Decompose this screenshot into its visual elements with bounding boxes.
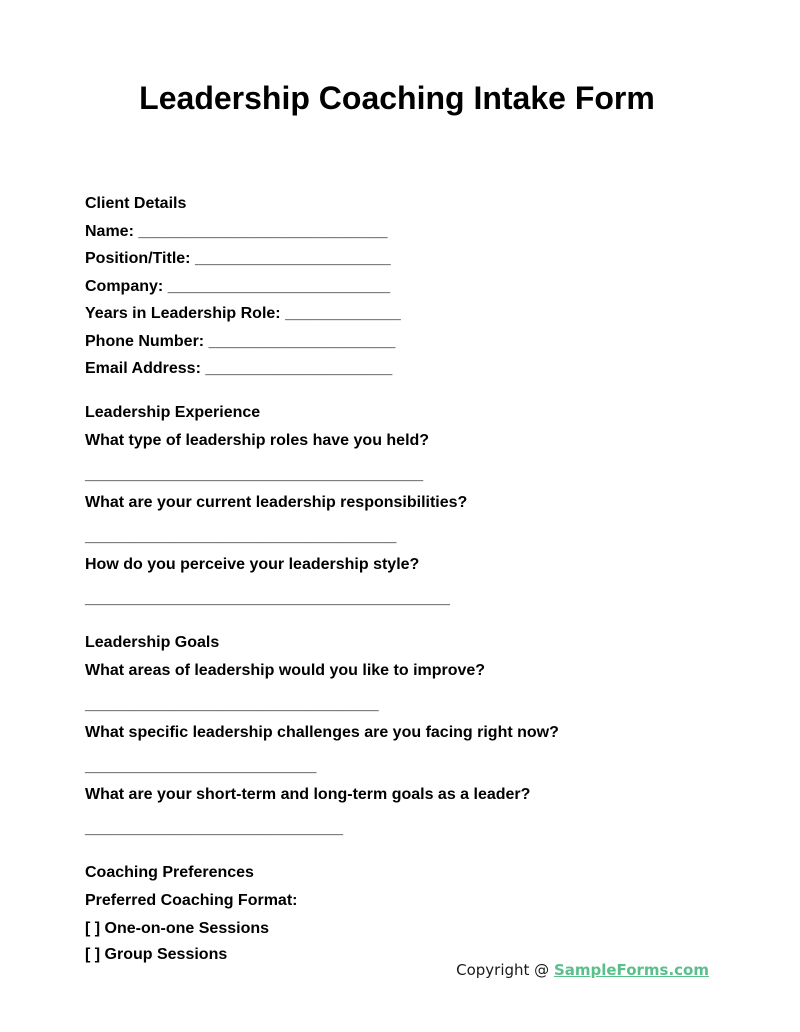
form-title: Leadership Coaching Intake Form	[139, 80, 655, 116]
position-title-blank[interactable]: ______________________	[194, 250, 391, 267]
name-label: Name:	[85, 222, 134, 240]
position-title-field[interactable]	[85, 249, 725, 269]
question-leadership-style: How do you perceive your leadership style?	[85, 556, 420, 573]
answer-current-challenges[interactable]: __________________________	[85, 758, 317, 775]
copyright-text: Copyright @	[456, 961, 554, 979]
email-address-label: Email Address:	[85, 360, 201, 377]
sampleforms-link[interactable]: SampleForms.com	[553, 961, 709, 979]
name-blank[interactable]: ____________________________	[138, 222, 388, 240]
years-in-role-field[interactable]	[85, 304, 725, 324]
form-body	[85, 194, 725, 965]
option-one-on-one-checkbox[interactable]: [ ] One-on-one Sessions	[85, 920, 270, 937]
phone-number-field[interactable]	[85, 332, 725, 352]
question-current-responsibilities: What are your current leadership responsibilities?	[85, 494, 468, 511]
client-details-heading: Client Details	[85, 195, 187, 212]
name-field[interactable]	[85, 222, 725, 242]
answer-goals-as-leader[interactable]: _____________________________	[85, 820, 344, 837]
coaching-format-label: Preferred Coaching Format:	[85, 892, 298, 909]
answer-areas-to-improve[interactable]: _________________________________	[85, 696, 379, 713]
question-roles-held: What type of leadership roles have you held?	[85, 432, 430, 449]
company-blank[interactable]: _________________________	[167, 277, 391, 295]
leadership-goals-heading: Leadership Goals	[85, 634, 220, 651]
company-field[interactable]	[85, 277, 725, 297]
phone-number-blank[interactable]: _____________________	[208, 332, 396, 350]
answer-current-responsibilities[interactable]: ___________________________________	[85, 528, 397, 545]
question-areas-to-improve: What areas of leadership would you like to improve?	[85, 662, 486, 679]
phone-number-label: Phone Number:	[85, 332, 205, 350]
email-address-blank[interactable]: _____________________	[205, 360, 393, 377]
position-title-label: Position/Title:	[85, 250, 191, 267]
leadership-experience-heading: Leadership Experience	[85, 404, 261, 421]
option-group-sessions-checkbox[interactable]: [ ] Group Sessions	[85, 946, 228, 963]
answer-leadership-style[interactable]: _________________________________________	[85, 590, 450, 607]
email-address-field[interactable]	[85, 359, 725, 379]
coaching-preferences-heading: Coaching Preferences	[85, 864, 254, 881]
years-in-role-label: Years in Leadership Role:	[85, 305, 281, 322]
years-in-role-blank[interactable]: _____________	[285, 305, 401, 322]
question-goals-as-leader: What are your short-term and long-term goals as a leader?	[85, 786, 531, 803]
company-label: Company:	[85, 277, 164, 295]
answer-roles-held[interactable]: ______________________________________	[85, 466, 424, 483]
question-current-challenges: What specific leadership challenges are you facing right now?	[85, 724, 559, 741]
copyright-footer	[456, 961, 709, 979]
